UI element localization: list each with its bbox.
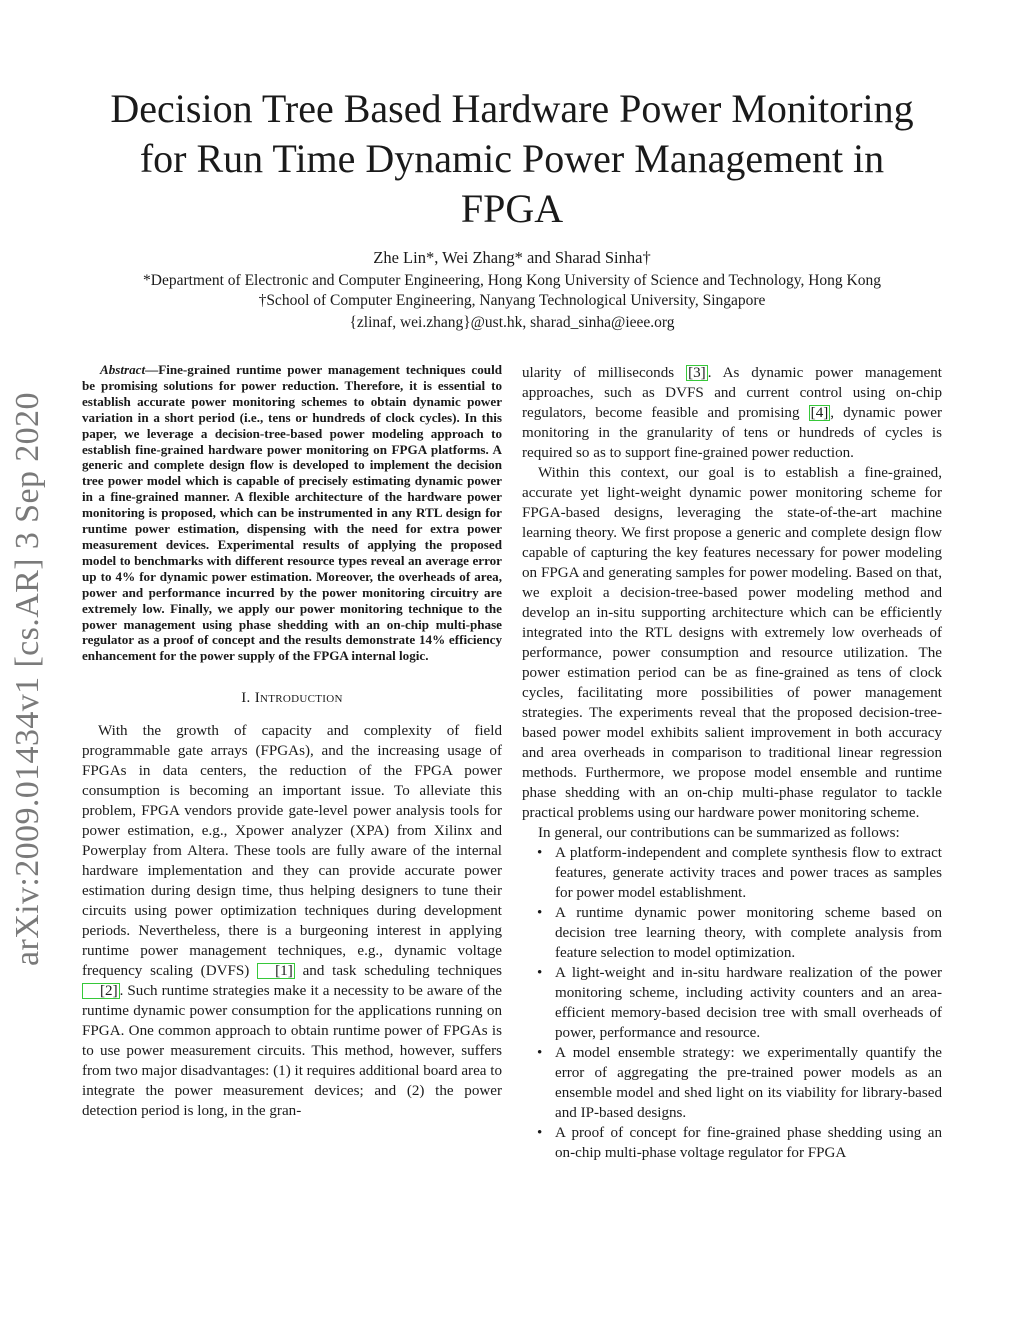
intro-r1-text-c: , dynamic power monitoring in the granularity of tens or hundreds of cycles is required so as to support fine-grained power reduction.: [522, 405, 943, 461]
list-item: • A platform-independent and complete synthesis flow to extract features, generate activity traces and power traces as samples for power model establishment.: [537, 845, 942, 901]
intro-p1-text-b: and task scheduling techniques: [302, 963, 503, 980]
list-item: • A runtime dynamic power monitoring scheme based on decision tree learning theory, with complete analysis from feature selection to model optimization.: [537, 905, 942, 961]
intro-p1-text-a: With the growth of capacity and complexity of field programmable gate arrays (FPGAs), and the increasing usage of FPGAs in data centers, the reduction of the FPGA power consumption is becoming an important issue. To alleviate this problem, FPGA vendors provide gate-level power analysis tools for power estimation, e.g., Xpower analyzer (XPA) from Xilinx and Powerplay from Altera. These tools are fully aware of the internal hardware implementation and they can provide accurate power estimation during design time, thus helping designers to tune their circuits using power optimization techniques during development periods. Nevertheless, there is a burgeoning interest in applying runtime power management techniques, e.g., dynamic voltage frequency scaling (DVFS): [82, 723, 502, 980]
arxiv-identifier: arXiv:2009.01434v1 [cs.AR] 3 Sep 2020: [9, 392, 46, 966]
intro-paragraph-1: [82, 721, 502, 1121]
title-line-2: for Run Time Dynamic Power Management in: [139, 136, 885, 181]
intro-p1-text-c: . Such runtime strategies make it a necessity to be aware of the runtime dynamic power consumption for the applications running on FPGA. One common approach to obtain runtime power of FPGAs is to use power measurement circuits. This method, however, suffers from two major disadvantages: (1) it requires additional board area to integrate the power measurement devices; and (2) the power detection period is long, in the gran-: [82, 983, 502, 1120]
section-number: I.: [241, 690, 251, 707]
section-title: Introduction: [254, 690, 343, 707]
title-line-1: Decision Tree Based Hardware Power Monitoring: [110, 86, 914, 131]
paper-title: [60, 84, 964, 234]
intro-paragraph-1-continued: [522, 363, 942, 463]
title-line-3: FPGA: [460, 186, 564, 231]
citation-3-link[interactable]: [3]: [688, 365, 706, 381]
citation-1-link[interactable]: [1]: [257, 963, 295, 979]
intro-r1-text-a: ularity of milliseconds: [522, 365, 675, 381]
list-item: • A light-weight and in-situ hardware realization of the power monitoring scheme, including activity counters and an area-efficient memory-based decision tree with small overheads of power, performance and resource.: [537, 965, 942, 1041]
right-column: [522, 363, 942, 1163]
affiliation-1: *Department of Electronic and Computer Engineering, Hong Kong University of Science and Technology, Hong Kong: [143, 272, 881, 289]
list-item: • A proof of concept for fine-grained phase shedding using an on-chip multi-phase voltage regulator for FPGA: [537, 1125, 942, 1161]
left-column: [82, 362, 502, 1121]
bullet-icon: •: [537, 1125, 543, 1141]
citation-4-link[interactable]: [4]: [810, 405, 829, 421]
section-heading-introduction: [82, 690, 502, 707]
list-item: • A model ensemble strategy: we experimentally quantify the error of aggregating the pre-trained power models as an ensemble model and shed light on its viability for library-based and IP-based designs.: [537, 1045, 942, 1121]
contributions-list: [522, 843, 942, 1163]
abstract-text: Fine-grained runtime power management techniques could be promising solutions for power reduction. Therefore, it is essential to establish accurate power monitoring schemes to obtain dynamic power variation in a short period (i.e., tens or hundreds of clock cycles). In this paper, we leverage a decision-tree-based power modeling approach to establish fine-grained hardware power monitoring on FPGA platforms. A generic and complete design flow is developed to implement the decision tree power model which is capable of precisely estimating dynamic power in a fine-grained manner. A flexible architecture of the hardware power monitoring is proposed, which can be instrumented in any RTL design for runtime power estimation, dispensing with the need for extra power measurement devices. Experimental results of applying the proposed model to benchmarks with different resource types reveal an average error up to 4% for dynamic power estimation. Moreover, the overheads of area, power and performance incurred by the power monitoring circuitry are extremely low. Finally, we apply our power monitoring technique to the power management using phase shedding with an on-chip multi-phase regulator as a proof of concept and the results demonstrate 14% efficiency enhancement for the power supply of the FPGA internal logic.: [82, 362, 502, 664]
bullet-icon: •: [537, 905, 543, 921]
bullet-icon: •: [537, 845, 543, 861]
intro-paragraph-2: Within this context, our goal is to establish a fine-grained, accurate yet light-weight dynamic power monitoring scheme for FPGA-based designs, leveraging the state-of-the-art machine learning theory. We first propose a generic and complete design flow capable of capturing the key features necessary for power modeling on FPGA and generating samples for power modeling. Based on that, we exploit a decision-tree-based power modeling method and develop an in-situ supporting architecture which can be efficiently integrated into the RTL designs with extremely low overheads of performance, power consumption and resource utilization. The power estimation period can be as fine-grained as tens of clock cycles, facilitating more possibilities of power management strategies. The experiments reveal that the proposed decision-tree-based power model exhibits salient improvement in both accuracy and area overheads in comparison to traditional linear regression methods. Furthermore, we propose model ensemble and runtime phase shedding with an on-chip multi-phase regulator to tackle practical problems using our hardware power monitoring scheme.: [522, 465, 942, 821]
intro-paragraph-3: In general, our contributions can be summarized as follows:: [538, 825, 900, 841]
bullet-icon: •: [537, 965, 543, 981]
abstract: Abstract—Fine-grained runtime power management techniques could be promising solutions for power reduction. Therefore, it is essential to establish accurate power monitoring schemes to obtain dynamic power variation in a short period (i.e., tens or hundreds of clock cycles). In this paper, we leverage a decision-tree-based power modeling approach to establish fine-grained hardware power monitoring on FPGA platforms. A generic and complete design flow is developed to implement the decision tree power model which is capable of precisely estimating dynamic power in a fine-grained manner. A flexible architecture of the hardware power monitoring is proposed, which can be instrumented in any RTL design for runtime power estimation, dispensing with the need for extra power measurement devices. Experimental results of applying the proposed model to benchmarks with different resource types reveal an average error up to 4% for dynamic power estimation. Moreover, the overheads of area, power and performance incurred by the power monitoring circuitry are extremely low. Finally, we apply our power monitoring technique to the power management using phase shedding with an on-chip multi-phase regulator as a proof of concept and the results demonstrate 14% efficiency enhancement for the power supply of the FPGA internal logic.: [82, 362, 502, 664]
citation-2-link[interactable]: [2]: [82, 983, 120, 999]
bullet-icon: •: [537, 1045, 543, 1061]
author-list: Zhe Lin*, Wei Zhang* and Sharad Sinha†: [373, 248, 651, 267]
author-emails: {zlinaf, wei.zhang}@ust.hk, sharad_sinha@ieee.org: [349, 314, 675, 331]
affiliation-2: †School of Computer Engineering, Nanyang Technological University, Singapore: [258, 292, 766, 309]
abstract-label: Abstract: [100, 362, 146, 377]
intro-r1-text-b: . As dynamic power management approaches, such as DVFS and current control using on-chip regulators, become feasible and promising: [522, 365, 942, 421]
